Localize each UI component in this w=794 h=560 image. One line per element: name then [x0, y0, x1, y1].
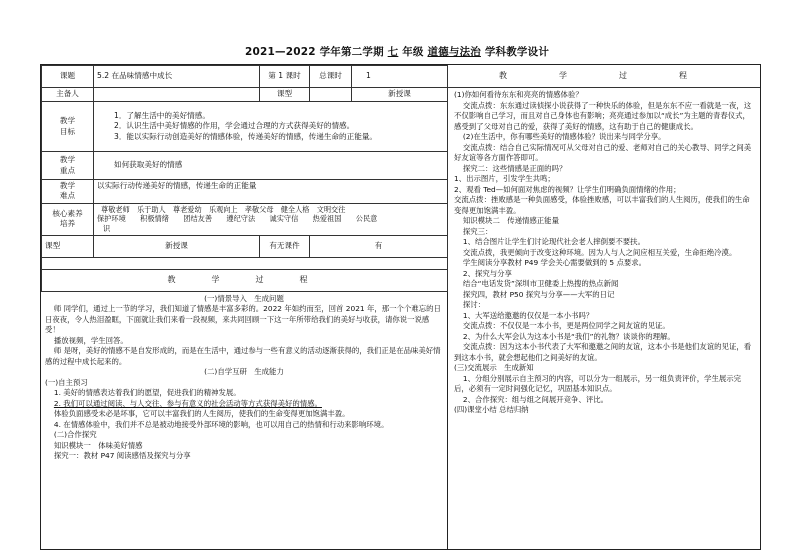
total-period-value: 1	[352, 66, 448, 88]
literacy-line: 识	[103, 223, 111, 233]
period-label: 第 1 课时	[260, 66, 310, 88]
paragraph: 1、分组分别展示自主预习的内容，可以分为一组展示，另一组负责评价，学生展示完后，必须有一定时间强化记忆，巩固基本知识点。	[454, 373, 742, 394]
label-lesson-type: 课型	[42, 235, 94, 257]
paragraph: 交流点拨，我更倾向于改变这种环境。因为人与人之间应相互关爱，生命拒绝冷漠。	[462, 247, 737, 257]
list-item: 体验负面感受未必是坏事，它可以丰富我们的人生阅历，使我们的生命变得更加饱满丰盈。	[53, 409, 350, 419]
courseware-value: 有	[310, 235, 448, 257]
goal-item: 2．认识生活中美好情感的作用，学会通过合理的方式获得美好的情感。	[114, 121, 355, 131]
paragraph: 2、合作探究：组与组之间展开竞争、评比。	[462, 394, 609, 404]
right-process-text	[448, 88, 760, 418]
paragraph: 交流点拨：结合自己实际情况可从父母对自己的爱、老师对自己的关心教导、同学之间美好友谊等各方面作答即可。	[454, 142, 752, 163]
section-heading: (一)情景导入 生成问题	[204, 293, 284, 303]
total-period-label: 总课时	[310, 66, 352, 88]
label-difficulty: 教学 难点	[42, 180, 94, 204]
sub-heading: (一)自主预习	[45, 377, 88, 387]
paragraph: 探讨：	[462, 300, 486, 310]
question: 2、为什么大军会认为这本小书是“我们”的礼物？谈谈你的理解。	[462, 331, 675, 341]
row-lesson-type	[42, 235, 448, 257]
row-author	[42, 88, 448, 102]
section-heading: (二)自学互研 生成能力	[204, 367, 284, 377]
list-item: 1. 美好的情感表达着我们的愿望，促进我们的精神发展。	[53, 388, 241, 398]
lesson-info-panel	[40, 64, 448, 550]
blank-cell	[42, 257, 448, 269]
process-continued-panel	[448, 64, 761, 550]
paragraph: 师 是呀，美好的情感不是自发形成的，而是在生活中，通过参与一些有意义的活动逐渐获得的，我们正是在品味美好情感的过程中成长起来的。	[45, 346, 441, 366]
row-key-point	[42, 152, 448, 180]
question: 1、大军送给邀邀的仅仅是一本小书吗？	[462, 310, 594, 320]
label-topic: 课题	[42, 66, 94, 88]
paragraph: 交流点拨：挫败感是一种负面感受，体验挫败感，可以丰富我们的人生阅历，使我们的生命变得更加饱满丰盈。	[454, 195, 750, 215]
literacy-line: 尊敬老师 乐于助人 尊老爱幼 乐观向上 孝敬父母 健全人格 文明交往	[101, 204, 346, 214]
paragraph: 交流点拨：不仅仅是一本小书，更是两位同学之间友谊的见证。	[462, 321, 670, 331]
inquiry-heading: 探究一：教材 P47 阅读感悟及探究与分享	[53, 451, 191, 461]
module-heading: 知识模块二 传递情感正能量	[462, 216, 559, 226]
difficulty-value: 以实际行动传递美好的情感，传递生命的正能量	[94, 180, 448, 204]
question: (2)在生活中，你有哪些美好的情感体验？说出来与同学分享。	[462, 132, 666, 142]
goal-item: 3．能以实际行动创造美好的情感体验，传递美好的情感，传递生命的正能量。	[114, 131, 378, 141]
left-process-text	[41, 292, 447, 464]
key-point-value: 如何获取美好的情感	[94, 152, 448, 180]
paragraph: 播放视频，学生回答。	[53, 335, 128, 345]
inquiry-heading: 探究二：这些情感是正面的吗？	[462, 163, 567, 173]
section-heading: (三)交流展示 生成新知	[454, 363, 534, 373]
row-topic	[42, 66, 448, 88]
paragraph: 交流点拨：东东通过读侦探小说获得了一种快乐的体验，但是东东不应一看就是一夜，这不仅影响自己学习，而且对自己身体也有影响；亮亮通过参加以“成长”为主题的青春仪式，感受到了父母对自己的爱，获得了美好的情感，这有助于自己的健康成长。	[454, 100, 752, 131]
inquiry-heading: 探究四，教材 P50 探究与分享——大军的日记	[462, 289, 615, 299]
label-goals: 教学 目标	[42, 102, 94, 152]
row-difficulty	[42, 180, 448, 204]
list-item: 2、探究与分享	[462, 268, 512, 278]
label-key-point: 教学 重点	[42, 152, 94, 180]
list-item: 1、出示图片，引发学生共鸣；	[454, 174, 555, 184]
lesson-type-value-2: 新授课	[94, 235, 260, 257]
courseware-label: 有无课件	[260, 235, 310, 257]
literacy-value	[94, 203, 448, 235]
paragraph: 学生阅读分享教材 P49 学会关心需要做到的 5 点要求。	[462, 258, 647, 268]
sub-heading: (二)合作探究	[53, 430, 97, 440]
label-author: 主备人	[42, 88, 94, 102]
lesson-type-value: 新授课	[352, 88, 448, 102]
list-item: 2. 我们可以通过阅读、与人交往、参与有意义的社会活动等方式获得美好的情感。	[53, 398, 322, 408]
process-heading-left: 教 学 过 程	[42, 269, 448, 291]
author-value	[94, 88, 260, 102]
document-title: 2021—2022 学年第二学期 七 年级 道德与法治 学科教学设计	[244, 46, 550, 58]
list-item: 2、观看 Ted—如何面对焦虑的视频？让学生们明确负面情绪的作用；	[454, 184, 681, 194]
section-heading: (四)课堂小结 总结归纳	[454, 405, 529, 415]
label-literacy: 核心素养 培养	[42, 203, 94, 235]
list-item: 4. 在情感体验中，我们并不总是被动地接受外部环境的影响，也可以用自己的热情和行动来影响环境。	[53, 419, 389, 429]
row-process-heading	[42, 269, 448, 291]
row-blank	[42, 257, 448, 269]
paragraph: 结合“电话发货”深圳市卫健委上热搜的热点新闻	[462, 279, 619, 289]
lesson-type-spacer	[310, 88, 352, 102]
paragraph: 交流点拨：因为这本小书代表了大军和邀邀之间的友谊，这本小书是他们友谊的见证，看到这本小书，就会想起他们之间美好的友谊。	[454, 342, 752, 362]
lesson-info-table	[41, 65, 448, 292]
goal-item: 1．了解生活中的美好情感。	[114, 111, 210, 121]
module-heading: 知识模块一 体味美好情感	[53, 440, 143, 450]
literacy-line: 保护环境 积极情绪 团结友善 遵纪守法 诚实守信 热爱祖国 公民意	[97, 214, 378, 224]
row-goals	[42, 102, 448, 152]
goals-list	[94, 102, 448, 152]
row-literacy	[42, 203, 448, 235]
process-heading-right: 教 学 过 程	[448, 65, 760, 88]
topic-value: 5.2 在品味情感中成长	[94, 66, 260, 88]
list-item: 1、结合图片让学生们讨论现代社会老人摔倒要不要扶。	[462, 237, 645, 247]
paragraph: 师 同学们，通过上一节的学习，我们知道了情感是丰富多彩的。2022 年如约而至，回首 2021 年，那一个个难忘的日日夜夜，令人热泪盈眶，下面就让我们来看一段视频，来共同回顾一下这一年所带给我们的美好与收获，请你说一说感受！	[45, 304, 441, 335]
question: (1)你如何看待东东和亮亮的情感体验？	[454, 90, 583, 99]
lesson-type-label: 课型	[260, 88, 310, 102]
inquiry-heading: 探究三：	[462, 226, 493, 236]
